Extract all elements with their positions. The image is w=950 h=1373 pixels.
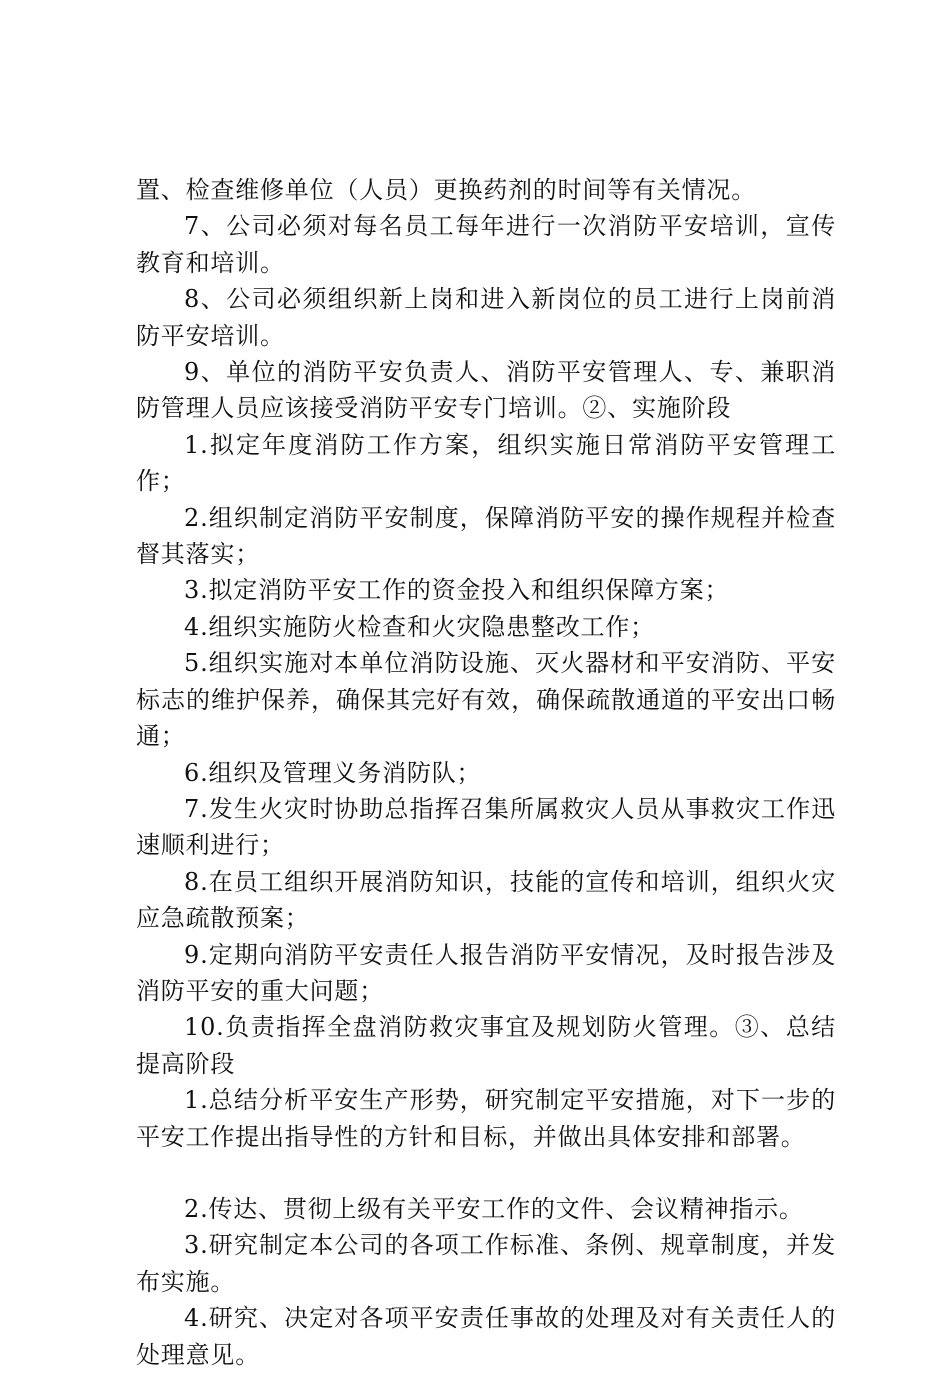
paragraph-item-7-training: 7、公司必须对每名员工每年进行一次消防平安培训，宣传教育和培训。 (136, 212, 836, 277)
paragraph-stage2-item-7: 7.发生火灾时协助总指挥召集所属救灾人员从事救灾工作迅速顺利进行； (136, 794, 836, 860)
paragraph-gap (136, 1155, 836, 1191)
paragraph-stage2-item-1: 1.拟定年度消防工作方案，组织实施日常消防平安管理工作； (136, 430, 836, 496)
paragraph-stage3-item-3: 3.研究制定本公司的各项工作标准、条例、规章制度，并发布实施。 (136, 1231, 836, 1296)
paragraph-stage3-item-4: 4.研究、决定对各项平安责任事故的处理及对有关责任人的处理意见。 (136, 1304, 836, 1369)
document-body (136, 172, 836, 1373)
paragraph-stage2-item-6: 6.组织及管理义务消防队； (184, 758, 482, 787)
paragraph-item-9-managers: 9、单位的消防平安负责人、消防平安管理人、专、兼职消防管理人员应该接受消防平安专门培训。②、实施阶段 (136, 358, 836, 423)
paragraph-stage2-item-5: 5.组织实施对本单位消防设施、灭火器材和平安消防、平安标志的维护保养，确保其完好有效，确保疏散通道的平安出口畅通； (136, 649, 836, 751)
paragraph-stage2-item-4: 4.组织实施防火检查和火灾隐患整改工作； (184, 612, 655, 641)
paragraph-item-8-new-staff: 8、公司必须组织新上岗和进入新岗位的员工进行上岗前消防平安培训。 (136, 285, 836, 350)
paragraph-stage2-item-2: 2.组织制定消防平安制度，保障消防平安的操作规程并检查督其落实； (136, 503, 836, 569)
paragraph-stage2-item-3: 3.拟定消防平安工作的资金投入和组织保障方案； (184, 576, 730, 605)
paragraph-stage3-item-2: 2.传达、贯彻上级有关平安工作的文件、会议精神指示。 (184, 1194, 804, 1223)
paragraph-continuation: 置、检查维修单位（人员）更换药剂的时间等有关情况。 (136, 176, 756, 204)
paragraph-stage2-item-8: 8.在员工组织开展消防知识，技能的宣传和培训，组织火灾应急疏散预案； (136, 867, 836, 933)
paragraph-stage2-item-9: 9.定期向消防平安责任人报告消防平安情况，及时报告涉及消防平安的重大问题； (136, 940, 836, 1005)
paragraph-stage3-item-1: 1.总结分析平安生产形势，研究制定平安措施，对下一步的平安工作提出指导性的方针和目标，并做出具体安排和部署。 (136, 1086, 836, 1151)
paragraph-stage2-item-10: 10.负责指挥全盘消防救灾事宜及规划防火管理。③、总结提高阶段 (136, 1013, 836, 1078)
